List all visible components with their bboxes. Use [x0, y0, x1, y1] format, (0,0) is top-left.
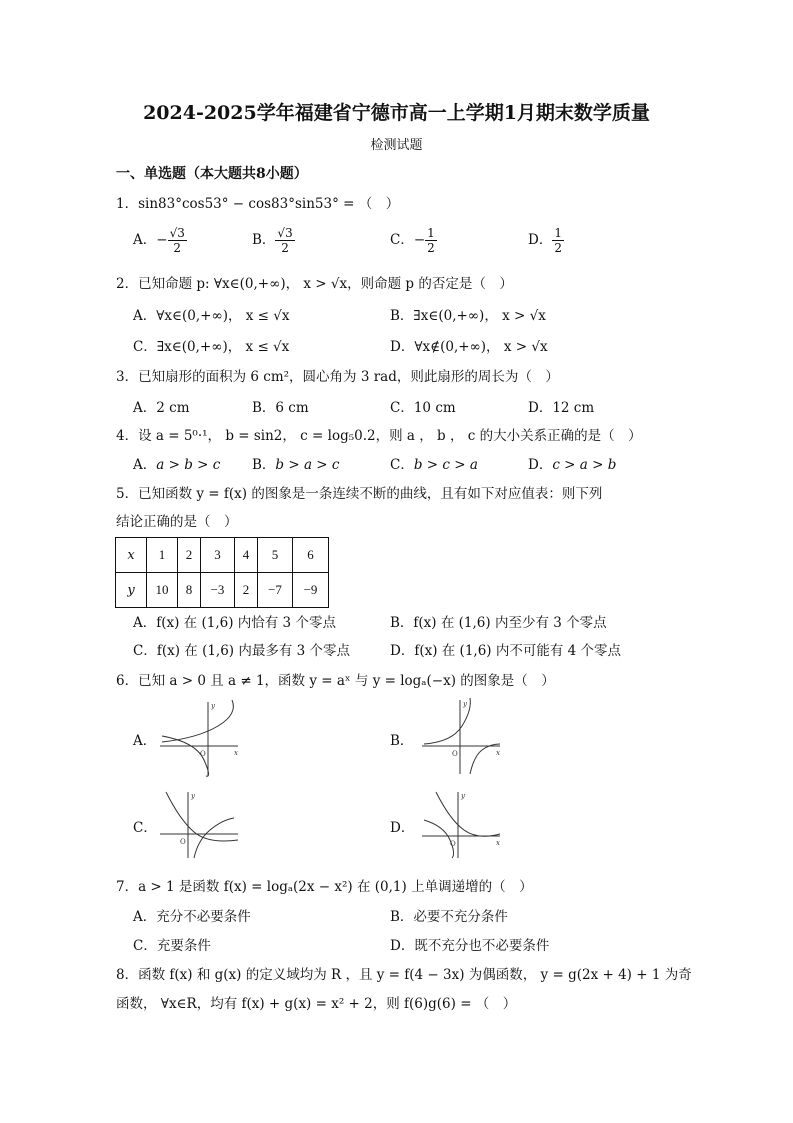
q1-option-b: B． $\frac{√3}{2}$ — [252, 226, 293, 255]
q5-option-a: A．f(x) 在 (1,6) 内恰有 3 个零点 — [133, 615, 336, 631]
page-title: 2024-2025学年福建省宁德市高一上学期1月期末数学质量 — [143, 102, 650, 124]
axis-label-x: x — [496, 839, 500, 847]
table-header-x: x — [116, 538, 147, 573]
q6-graph-c — [158, 790, 242, 860]
q2-option-b: B．∃x∈(0,+∞)， x > √x — [390, 308, 546, 324]
table-cell: −9 — [293, 573, 329, 608]
q5-option-d: D．f(x) 在 (1,6) 内不可能有 4 个零点 — [390, 643, 622, 659]
q7-option-b: B．必要不充分条件 — [390, 909, 508, 925]
value-table — [115, 537, 329, 608]
table-cell: 10 — [147, 573, 178, 608]
q5-option-c: C．f(x) 在 (1,6) 内最多有 3 个零点 — [133, 643, 351, 659]
q3-option-a: A．2 cm — [133, 400, 190, 416]
table-cell: 1 — [147, 538, 178, 573]
question-3-stem: 3．已知扇形的面积为 6 cm²，圆心角为 3 rad，则此扇形的周长为（ ） — [116, 369, 559, 385]
question-2-stem: 2．已知命题 p: ∀x∈(0,+∞)， x > √x，则命题 p 的否定是（ ） — [116, 276, 513, 292]
origin-label: O — [180, 838, 186, 846]
q6-graph-b — [420, 696, 504, 776]
question-8-stem: 8．函数 f(x) 和 g(x) 的定义域均为 R ，且 y = f(4 − 3x) 为偶函数， y = g(2x + 4) + 1 为奇 — [116, 967, 692, 983]
axis-label-x: x — [496, 749, 500, 757]
table-row — [116, 573, 329, 608]
q1-option-c: C．− $\frac{1}{2}$ — [390, 226, 435, 255]
table-cell: 2 — [235, 573, 258, 608]
q2-option-d: D．∀x∉(0,+∞)， x > √x — [390, 339, 548, 355]
q6-option-b-label: B． — [390, 733, 414, 749]
origin-label: O — [450, 840, 456, 848]
axis-label-x: x — [234, 749, 238, 757]
question-8-stem-line2: 函数， ∀x∈R，均有 f(x) + g(x) = x² + 2，则 f(6)g(6) = （ ） — [116, 996, 517, 1012]
table-cell: 3 — [201, 538, 235, 573]
q3-option-b: B．6 cm — [252, 400, 309, 416]
table-header-y: y — [116, 573, 147, 608]
axis-label-y: y — [461, 792, 465, 800]
question-5-stem: 5．已知函数 y = f(x) 的图象是一条连续不断的曲线，且有如下对应值表：则下列 — [116, 486, 603, 502]
q6-graph-a — [158, 698, 242, 778]
q7-option-a: A．充分不必要条件 — [133, 909, 251, 925]
origin-label: O — [452, 750, 458, 758]
question-5-stem-line2: 结论正确的是（ ） — [116, 514, 238, 530]
q6-option-a-label: A． — [133, 733, 157, 749]
axis-label-y: y — [211, 702, 215, 710]
q6-option-c-label: C． — [133, 820, 157, 836]
table-cell: −3 — [201, 573, 235, 608]
section-heading: 一、单选题（本大题共8小题） — [116, 166, 308, 182]
q7-option-d: D．既不充分也不必要条件 — [390, 938, 550, 954]
q1-option-d: D． $\frac{1}{2}$ — [528, 226, 562, 255]
q4-option-b: B．b > a > c — [252, 457, 340, 473]
question-number: 1． — [116, 196, 139, 212]
question-1-stem — [116, 192, 399, 212]
table-cell: 4 — [235, 538, 258, 573]
question-text: sin83°cos53° − cos83°sin53° = （ ） — [138, 196, 400, 212]
axis-label-y: y — [191, 792, 195, 800]
q4-option-d: D．c > a > b — [528, 457, 617, 473]
origin-label: O — [200, 750, 206, 758]
page-subtitle: 检测试题 — [370, 138, 423, 153]
table-row — [116, 538, 329, 573]
q3-option-c: C．10 cm — [390, 400, 456, 416]
table-cell: 5 — [258, 538, 293, 573]
q3-option-d: D．12 cm — [528, 400, 595, 416]
table-cell: 8 — [178, 573, 201, 608]
q2-option-a: A．∀x∈(0,+∞)， x ≤ √x — [133, 308, 290, 324]
q5-option-b: B．f(x) 在 (1,6) 内至少有 3 个零点 — [390, 615, 607, 631]
q6-graph-d — [420, 790, 504, 860]
table-cell: −7 — [258, 573, 293, 608]
question-7-stem: 7．a > 1 是函数 f(x) = logₐ(2x − x²) 在 (0,1) 上单调递增的（ ） — [116, 879, 533, 895]
q4-option-a: A．a > b > c — [133, 457, 221, 473]
table-cell: 6 — [293, 538, 329, 573]
table-cell: 2 — [178, 538, 201, 573]
q6-option-d-label: D． — [390, 820, 415, 836]
q7-option-c: C．充要条件 — [133, 938, 211, 954]
question-6-stem: 6．已知 a > 0 且 a ≠ 1，函数 y = aˣ 与 y = logₐ(−x) 的图象是（ ） — [116, 673, 555, 689]
q1-option-a: A．− $\frac{√3}{2}$ — [133, 226, 185, 255]
question-4-stem: 4．设 a = 5⁰·¹， b = sin2， c = log₅0.2，则 a ， b ， c 的大小关系正确的是（ ） — [116, 428, 642, 444]
axis-label-y: y — [463, 700, 467, 708]
q4-option-c: C．b > c > a — [390, 457, 478, 473]
q2-option-c: C．∃x∈(0,+∞)， x ≤ √x — [133, 339, 290, 355]
